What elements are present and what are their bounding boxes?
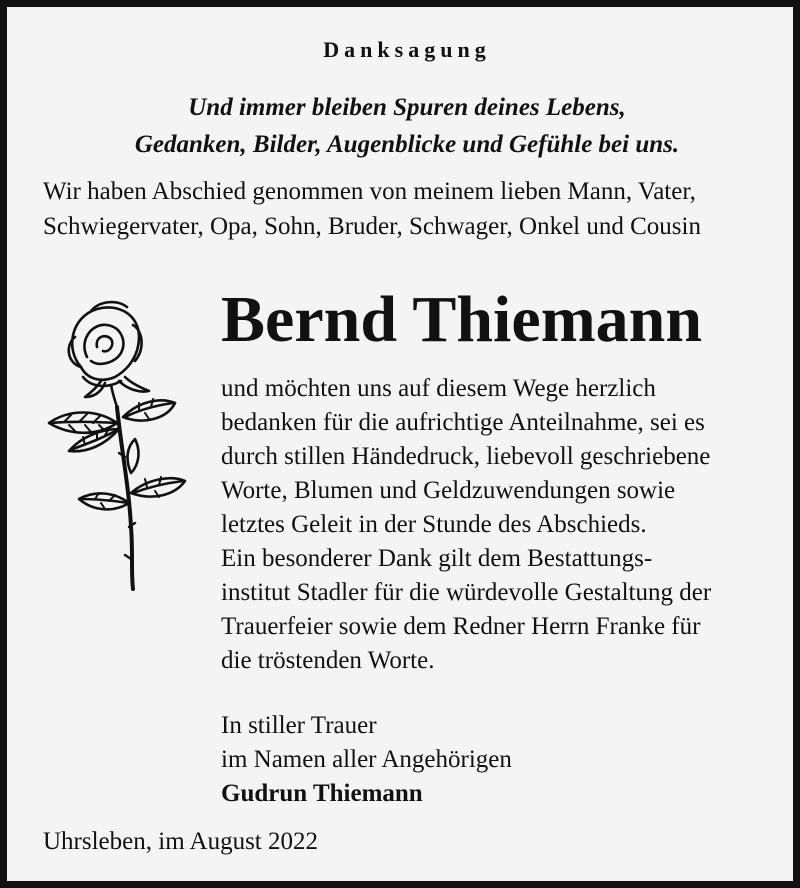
notice-heading: Danksagung: [323, 37, 491, 62]
signer-name: Gudrun Thiemann: [221, 780, 423, 807]
text-line: Ein besonderer Dank gilt dem Bestattungs-: [221, 545, 653, 572]
text-line: Worte, Blumen und Geldzuwendungen sowie: [221, 477, 676, 504]
rose-icon: [35, 297, 205, 597]
closing-line: In stiller Trauer: [221, 712, 377, 739]
intro-line: Schwiegervater, Opa, Sohn, Bruder, Schwager, Onkel und Cousin: [43, 213, 701, 240]
deceased-name: Bernd Thiemann: [221, 283, 703, 356]
text-line: bedanken für die aufrichtige Anteilnahme, sei es: [221, 409, 705, 436]
intro-line: Wir haben Abschied genommen von meinem lieben Mann, Vater,: [43, 178, 696, 205]
closing-line: im Namen aller Angehörigen: [221, 746, 512, 773]
text-line: Trauerfeier sowie dem Redner Herrn Franke für: [221, 613, 701, 640]
verse-line: Und immer bleiben Spuren deines Lebens,: [188, 94, 626, 121]
text-line: letztes Geleit in der Stunde des Abschieds.: [221, 511, 647, 538]
memorial-verse: [7, 89, 800, 163]
text-line: institut Stadler für die würdevolle Gestaltung der: [221, 579, 712, 606]
closing-block: [221, 709, 512, 811]
intro-text: [43, 174, 701, 244]
text-line: die tröstenden Worte.: [221, 647, 435, 674]
thanks-text: [221, 372, 711, 678]
verse-line: Gedanken, Bilder, Augenblicke und Gefühle bei uns.: [134, 131, 680, 158]
text-line: und möchten uns auf diesem Wege herzlich: [221, 375, 656, 402]
text-line: durch stillen Händedruck, liebevoll geschriebene: [221, 443, 711, 470]
place-date: Uhrsleben, im August 2022: [43, 828, 318, 855]
